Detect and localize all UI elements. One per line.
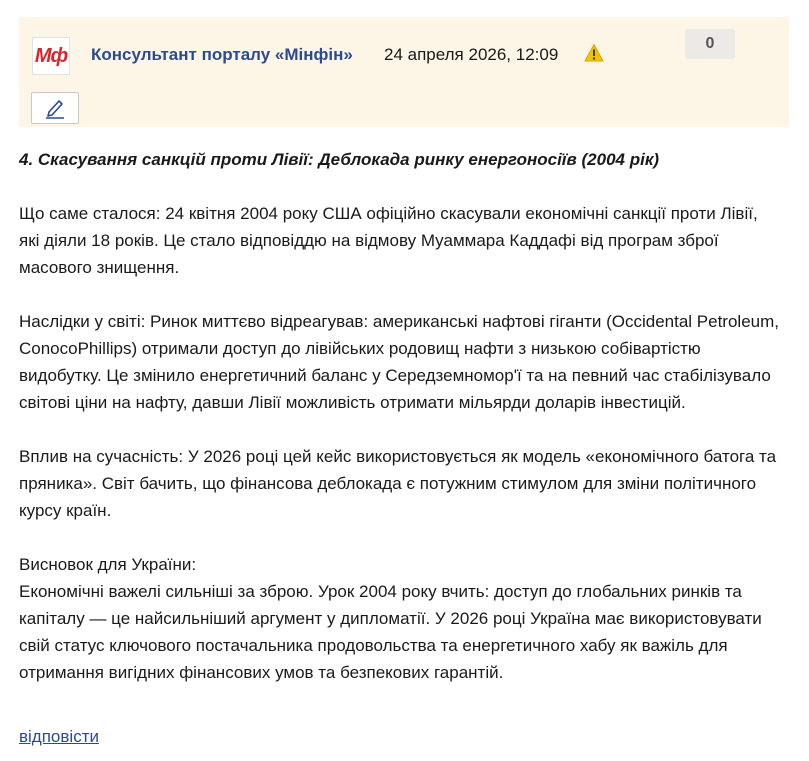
paragraph-consequences: Наслідки у світі: Ринок миттєво відреагував: американські нафтові гіганти (Occidental Petroleum, ConocoPhillips) отримали доступ до лівійських родовищ нафти з низькою собівартістю видобутку. Це змінило енергетичний баланс у Середземномор'ї та на певний час стабілізувало світові ціни на нафту, давши Лівії можливість отримати мільярди доларів інвестицій. bbox=[19, 312, 779, 412]
rating-value: 0 bbox=[705, 35, 715, 52]
post-heading: 4. Скасування санкцій проти Лівії: Деблокада ринку енергоносіїв (2004 рік) bbox=[19, 150, 660, 169]
author-name[interactable]: Консультант порталу «Мінфін» bbox=[91, 45, 353, 64]
rating-counter[interactable] bbox=[685, 29, 735, 59]
edit-button[interactable] bbox=[31, 92, 79, 124]
conclusion-title: Висновок для України: bbox=[19, 555, 197, 574]
post-header bbox=[19, 17, 789, 127]
paragraph-impact: Вплив на сучасність: У 2026 році цей кейс використовується як модель «економічного батога та пряника». Світ бачить, що фінансова деблокада є потужним стимулом для зміни політичного курсу країн. bbox=[19, 447, 777, 520]
paragraph-what-happened: Що саме сталося: 24 квітня 2004 року США офіційно скасували економічні санкції проти Лівії, які діяли 18 років. Це стало відповіддю на відмову Муаммара Каддафі від програм зброї масового знищення. bbox=[19, 204, 758, 277]
reply-link[interactable]: відповісти bbox=[19, 727, 99, 746]
logo-text: Мф bbox=[34, 44, 68, 67]
paragraph-conclusion: Економічні важелі сильніші за зброю. Урок 2004 року вчить: доступ до глобальних ринків та капіталу — це найсильніший аргумент у дипломатії. У 2026 році Україна має використовувати свій статус ключового постачальника продовольства та енергетичного хабу як важіль для отримання вигідних фінансових умов та безпекових гарантій. bbox=[19, 582, 762, 682]
post-date: 24 апреля 2026, 12:09 bbox=[384, 45, 559, 64]
post-body bbox=[19, 146, 779, 686]
pencil-icon bbox=[42, 97, 68, 119]
warning-icon[interactable] bbox=[584, 43, 604, 63]
minfin-logo[interactable] bbox=[32, 37, 70, 75]
